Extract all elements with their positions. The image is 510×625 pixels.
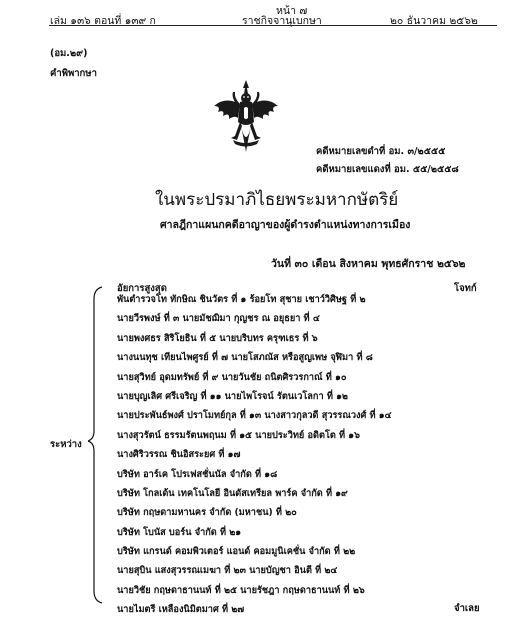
royal-invocation: ในพระปรมาภิไธยพระมหากษัตริย์ — [155, 190, 399, 210]
gazette-page — [14, 0, 502, 625]
form-code: (อม.๒๙) — [50, 48, 88, 59]
defendant-list — [104, 290, 496, 620]
list-item: นายไมตรี เหลืองนิมิตมาศ ที่ ๒๗ — [117, 604, 245, 616]
list-item: บริษัท อาร์เค โปรเฟสชั่นนัล จำกัด ที่ ๑๘ — [117, 468, 278, 480]
list-item: นายวีรพงษ์ ที่ ๓ นายมัชฌิมา กุญชร ณ อยุธยา ที่ ๔ — [117, 313, 320, 325]
black-case-number: คดีหมายเลขดำที่ อม. ๓/๒๕๕๕ — [316, 146, 446, 157]
list-item: นายวิชัย กฤษดาธานนท์ ที่ ๒๕ นายรัชฎา กฤษดาธานนท์ ที่ ๒๖ — [117, 584, 365, 596]
list-item: บริษัท โกลเด้น เทคโนโลยี อินดัสเทรียล พาร์ค จำกัด ที่ ๑๙ — [117, 487, 348, 499]
decision-date: วันที่ ๓๐ เดือน สิงหาคม พุทธศักราช ๒๕๖๒ — [271, 258, 466, 270]
list-item: บริษัท กฤษดามหานคร จำกัด (มหาชน) ที่ ๒๐ — [117, 507, 297, 519]
page-number: หน้า ๗ — [276, 5, 308, 17]
party-brace — [88, 285, 104, 605]
defendants-role: จำเลย — [454, 603, 480, 614]
publication-name: ราชกิจจานุเบกษา — [242, 15, 322, 27]
between-label: ระหว่าง — [50, 439, 82, 450]
volume-issue: เล่ม ๑๓๖ ตอนที่ ๑๓๙ ก — [50, 15, 156, 27]
list-item: นายพงศธร สิริโยธิน ที่ ๕ นายบริบทร ครุฑเธร ที่ ๖ — [117, 332, 318, 344]
header-rule — [49, 25, 497, 26]
list-item: นายประพันธ์พงศ์ ปราโมทย์กุล ที่ ๑๓ นางสาวกุลวดี สุวรรณวงศ์ ที่ ๑๔ — [117, 410, 392, 422]
publication-date: ๒๐ ธันวาคม ๒๕๖๒ — [390, 15, 478, 27]
list-item: นางสุวรัตน์ ธรรมรัตนพฤนม ที่ ๑๕ นายประวิทย์ อดิตโต ที่ ๑๖ — [117, 429, 360, 441]
document-type: คำพิพากษา — [50, 68, 97, 79]
plaintiff-role: โจทก์ — [454, 283, 477, 294]
list-item: นายสุบิน แสงสุวรรณเมฆา ที่ ๒๓ นายบัญชา อินตี ที่ ๒๔ — [117, 565, 338, 577]
list-item: นายสุวิทย์ อุดมทรัพย์ ที่ ๙ นายวันชัย ถนิตศิรวรกาณ์ ที่ ๑๐ — [117, 371, 347, 383]
list-item: นายบุญเลิศ ศรีเจริญ ที่ ๑๑ นายไพโรจน์ รัตนเวโลกา ที่ ๑๒ — [117, 390, 348, 402]
plaintiff-name: อัยการสูงสุด — [117, 283, 167, 294]
list-item: บริษัท แกรนด์ คอมพิวเตอร์ แอนด์ คอมมูนิเคชั่น จำกัด ที่ ๒๒ — [117, 546, 356, 558]
red-case-number: คดีหมายเลขแดงที่ อม. ๕๕/๒๕๕๘ — [316, 164, 459, 175]
list-item: นางศิริวรรณ ชินอิสระยศ ที่ ๑๗ — [117, 449, 241, 461]
list-item: นางนนทุช เทียนไพศูรย์ ที่ ๗ นายโสภณัส หรือสูญเพษ จุฬิมา ที่ ๘ — [117, 352, 373, 364]
list-item: พันตำรวจโท ทักษิณ ชินวัตร ที่ ๑ ร้อยโท สุชาย เชาว์วิศิษฐ ที่ ๒ — [117, 294, 366, 305]
court-name: ศาลฎีกาแผนกคดีอาญาของผู้ดำรงตำแหน่งทางการเมือง — [160, 219, 411, 231]
garuda-emblem-icon — [211, 78, 281, 156]
list-item: บริษัท โบนัส บอร์น จำกัด ที่ ๒๑ — [117, 526, 242, 538]
